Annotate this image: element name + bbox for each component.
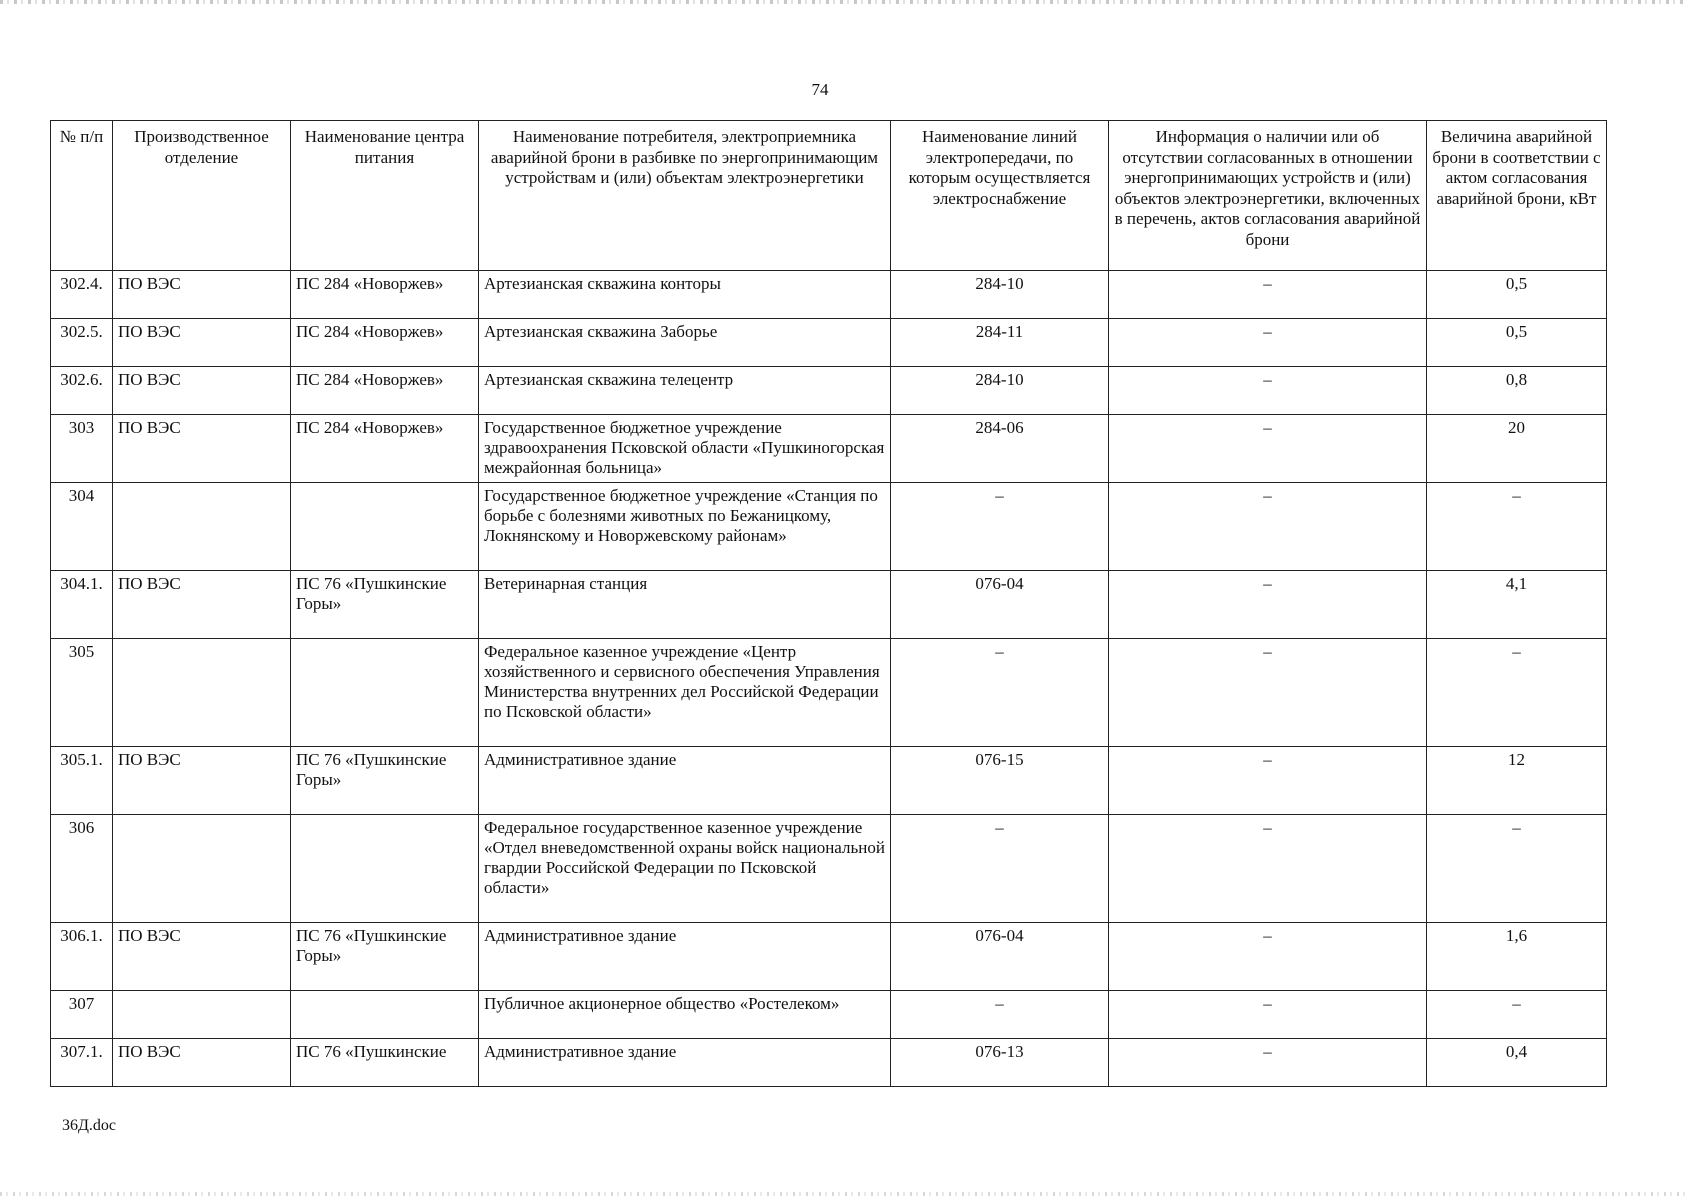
row-division bbox=[113, 639, 291, 747]
row-division: ПО ВЭС bbox=[113, 367, 291, 415]
scan-edge-top bbox=[0, 0, 1686, 4]
table-row bbox=[51, 319, 1607, 367]
row-division: ПО ВЭС bbox=[113, 571, 291, 639]
page-number: 74 bbox=[811, 80, 829, 99]
header-division: Производственное отделение bbox=[113, 121, 291, 271]
row-division bbox=[113, 483, 291, 571]
row-agreement-info: – bbox=[1109, 747, 1427, 815]
row-power-center: ПС 76 «Пушкинские Горы» bbox=[291, 923, 479, 991]
row-reserve-value: 4,1 bbox=[1427, 571, 1607, 639]
row-agreement-info: – bbox=[1109, 923, 1427, 991]
row-agreement-info: – bbox=[1109, 1039, 1427, 1087]
row-reserve-value: – bbox=[1427, 639, 1607, 747]
row-agreement-info: – bbox=[1109, 991, 1427, 1039]
header-reserve-value: Величина аварийной брони в соответствии с актом согласования аварийной брони, кВт bbox=[1427, 121, 1607, 271]
row-number: 302.5. bbox=[51, 319, 113, 367]
row-consumer: Административное здание bbox=[479, 747, 891, 815]
row-division: ПО ВЭС bbox=[113, 1039, 291, 1087]
table-row bbox=[51, 639, 1607, 747]
row-agreement-info: – bbox=[1109, 639, 1427, 747]
table-row bbox=[51, 367, 1607, 415]
header-consumer: Наименование потребителя, электроприемника аварийной брони в разбивке по энергопринимающим устройствам и (или) объектам электроэнергетики bbox=[479, 121, 891, 271]
row-division: ПО ВЭС bbox=[113, 271, 291, 319]
row-division bbox=[113, 815, 291, 923]
row-agreement-info: – bbox=[1109, 415, 1427, 483]
row-reserve-value: 0,5 bbox=[1427, 319, 1607, 367]
row-power-center: ПС 284 «Новоржев» bbox=[291, 271, 479, 319]
row-power-line: 284-10 bbox=[891, 367, 1109, 415]
table-row bbox=[51, 991, 1607, 1039]
row-reserve-value: 0,4 bbox=[1427, 1039, 1607, 1087]
header-number: № п/п bbox=[51, 121, 113, 271]
row-power-center bbox=[291, 991, 479, 1039]
row-power-center: ПС 284 «Новоржев» bbox=[291, 367, 479, 415]
row-number: 303 bbox=[51, 415, 113, 483]
row-power-center bbox=[291, 483, 479, 571]
row-division: ПО ВЭС bbox=[113, 923, 291, 991]
table-row bbox=[51, 271, 1607, 319]
row-consumer: Федеральное государственное казенное учреждение «Отдел вневедомственной охраны войск национальной гвардии Российской Федерации по Псковской области» bbox=[479, 815, 891, 923]
row-reserve-value: 1,6 bbox=[1427, 923, 1607, 991]
row-number: 305 bbox=[51, 639, 113, 747]
row-consumer: Административное здание bbox=[479, 923, 891, 991]
row-consumer: Ветеринарная станция bbox=[479, 571, 891, 639]
row-consumer: Артезианская скважина телецентр bbox=[479, 367, 891, 415]
row-power-center bbox=[291, 639, 479, 747]
row-division: ПО ВЭС bbox=[113, 747, 291, 815]
table-row bbox=[51, 571, 1607, 639]
row-power-center: ПС 284 «Новоржев» bbox=[291, 415, 479, 483]
row-power-line: – bbox=[891, 815, 1109, 923]
row-agreement-info: – bbox=[1109, 815, 1427, 923]
row-power-line: – bbox=[891, 483, 1109, 571]
row-power-line: – bbox=[891, 991, 1109, 1039]
row-agreement-info: – bbox=[1109, 483, 1427, 571]
row-number: 302.4. bbox=[51, 271, 113, 319]
table-row bbox=[51, 815, 1607, 923]
row-number: 306 bbox=[51, 815, 113, 923]
row-number: 305.1. bbox=[51, 747, 113, 815]
table-row bbox=[51, 747, 1607, 815]
row-agreement-info: – bbox=[1109, 571, 1427, 639]
row-reserve-value: 12 bbox=[1427, 747, 1607, 815]
table-header-row bbox=[51, 121, 1607, 271]
header-power-center: Наименование центра питания bbox=[291, 121, 479, 271]
row-power-line: 076-13 bbox=[891, 1039, 1109, 1087]
row-reserve-value: 0,5 bbox=[1427, 271, 1607, 319]
row-consumer: Государственное бюджетное учреждение здравоохранения Псковской области «Пушкиногорская межрайонная больница» bbox=[479, 415, 891, 483]
footer-filename: 36Д.doc bbox=[62, 1117, 117, 1134]
row-consumer: Государственное бюджетное учреждение «Станция по борьбе с болезнями животных по Бежаницкому, Локнянскому и Новоржевскому районам» bbox=[479, 483, 891, 571]
table-row bbox=[51, 483, 1607, 571]
header-agreement-info: Информация о наличии или об отсутствии согласованных в отношении энергопринимающих устройств и (или) объектов электроэнергетики, включенных в перечень, актов согласования аварийной брони bbox=[1109, 121, 1427, 271]
row-number: 302.6. bbox=[51, 367, 113, 415]
row-agreement-info: – bbox=[1109, 367, 1427, 415]
row-reserve-value: 20 bbox=[1427, 415, 1607, 483]
row-consumer: Артезианская скважина Заборье bbox=[479, 319, 891, 367]
scan-edge-bottom bbox=[0, 1192, 1686, 1196]
table-row bbox=[51, 415, 1607, 483]
row-consumer: Федеральное казенное учреждение «Центр хозяйственного и сервисного обеспечения Управления Министерства внутренних дел Российской Федерации по Псковской области» bbox=[479, 639, 891, 747]
row-power-line: 284-06 bbox=[891, 415, 1109, 483]
row-power-line: 284-10 bbox=[891, 271, 1109, 319]
row-number: 306.1. bbox=[51, 923, 113, 991]
row-agreement-info: – bbox=[1109, 271, 1427, 319]
row-power-center: ПС 76 «Пушкинские Горы» bbox=[291, 571, 479, 639]
row-reserve-value: – bbox=[1427, 815, 1607, 923]
row-reserve-value: 0,8 bbox=[1427, 367, 1607, 415]
row-power-line: 076-04 bbox=[891, 923, 1109, 991]
row-consumer: Административное здание bbox=[479, 1039, 891, 1087]
row-reserve-value: – bbox=[1427, 991, 1607, 1039]
row-power-center: ПС 76 «Пушкинские bbox=[291, 1039, 479, 1087]
row-power-line: 284-11 bbox=[891, 319, 1109, 367]
row-power-line: 076-15 bbox=[891, 747, 1109, 815]
row-consumer: Артезианская скважина конторы bbox=[479, 271, 891, 319]
row-power-center: ПС 284 «Новоржев» bbox=[291, 319, 479, 367]
row-power-center bbox=[291, 815, 479, 923]
table-row bbox=[51, 923, 1607, 991]
row-reserve-value: – bbox=[1427, 483, 1607, 571]
row-division: ПО ВЭС bbox=[113, 415, 291, 483]
row-number: 307.1. bbox=[51, 1039, 113, 1087]
table-row bbox=[51, 1039, 1607, 1087]
row-number: 304.1. bbox=[51, 571, 113, 639]
row-agreement-info: – bbox=[1109, 319, 1427, 367]
reserve-table bbox=[50, 120, 1607, 1087]
row-power-line: – bbox=[891, 639, 1109, 747]
row-consumer: Публичное акционерное общество «Ростелеком» bbox=[479, 991, 891, 1039]
row-number: 307 bbox=[51, 991, 113, 1039]
row-power-line: 076-04 bbox=[891, 571, 1109, 639]
row-division: ПО ВЭС bbox=[113, 319, 291, 367]
row-number: 304 bbox=[51, 483, 113, 571]
header-power-lines: Наименование линий электропередачи, по которым осуществляется электроснабжение bbox=[891, 121, 1109, 271]
row-division bbox=[113, 991, 291, 1039]
row-power-center: ПС 76 «Пушкинские Горы» bbox=[291, 747, 479, 815]
